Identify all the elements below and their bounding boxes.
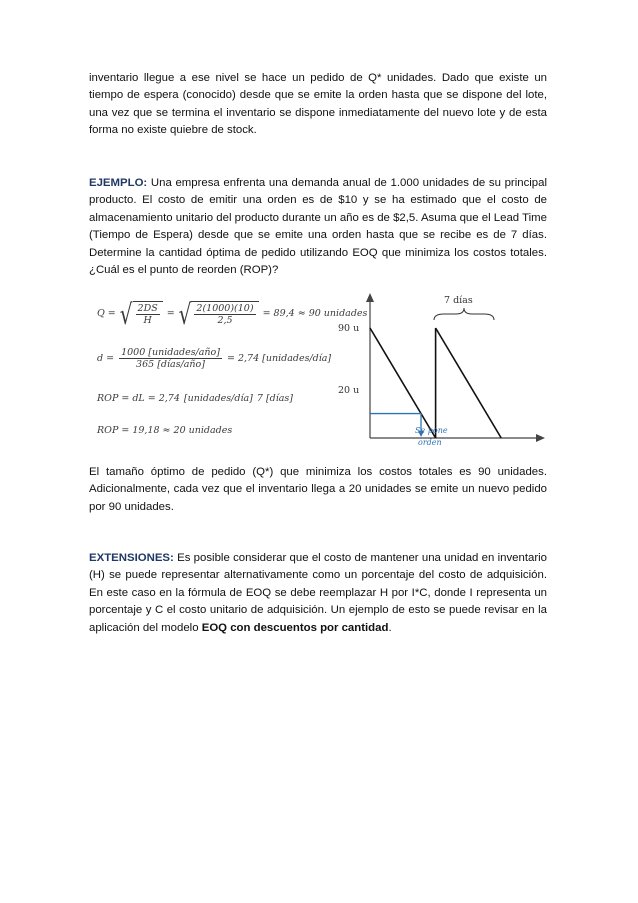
order-label-line1: Se pone [415, 426, 448, 435]
formula-rop-days: 7 [días] [256, 393, 294, 404]
formula-rop-lhs: ROP = dL = 2,74 [97, 393, 180, 404]
formula-d-lhs: d = [97, 353, 115, 364]
formula-q-result: = 89,4 ≈ 90 unidades [262, 308, 368, 319]
eoq-formulas [95, 296, 368, 449]
extensions-label: EXTENSIONES: [89, 552, 174, 564]
formula-rop-result [95, 425, 234, 436]
tick-20u: 20 u [338, 385, 360, 396]
formula-q-eq: = [166, 308, 175, 319]
intro-paragraph: inventario llegue a ese nivel se hace un pedido de Q* unidades. Dado que existe un tiempo de espera (conocido) desde que se emite la orden hasta que se dispone del lote, una vez que se termina el inventario se dispone inmediatamente del nuevo lote y de esta forma no existe quiebre de stock. [89, 72, 547, 137]
formula-q-den: H [143, 315, 152, 326]
inventory-series [370, 328, 501, 438]
formula-d [95, 347, 333, 370]
formula-rop [95, 393, 295, 404]
tick-90u: 90 u [338, 323, 360, 334]
eoq-discounts-link: EOQ con descuentos por cantidad [201, 621, 389, 634]
example-text: Una empresa enfrenta una demanda anual de 1.000 unidades de su principal producto. El costo de emitir una orden es de $10 y se ha estimado que el costo de almacenamiento unitario del producto durante un año es de $2,5. Asuma que el Lead Time (Tiempo de Espera) desde que se emite una orden hasta que se recibe es de 7 días. Determine la cantidad óptima de pedido utilizando EOQ que minimiza los costos totales. ¿Cuál es el punto de reorden (ROP)? [89, 177, 547, 277]
formula-q-num: 2DS [137, 303, 158, 314]
example-paragraph [89, 175, 547, 279]
formula-rop-unit: [unidades/día] [183, 393, 253, 404]
formula-rop2: ROP = 19,18 ≈ 20 unidades [97, 425, 233, 436]
formula-q-lhs: Q = [97, 308, 116, 319]
formula-q-sqrt-1: √ $\frac{2DS}{H}$ [120, 301, 163, 326]
inventory-chart [338, 290, 548, 460]
result-paragraph: El tamaño óptimo de pedido (Q*) que minimiza los costos totales es 90 unidades. Adicionalmente, cada vez que el inventario llega a 20 unidades se emite un nuevo pedido por 90 unidades. [89, 466, 547, 513]
lead-time-label: 7 días [444, 295, 473, 306]
formula-q [95, 296, 369, 331]
inventory-segment-3 [436, 328, 502, 438]
extensions-text: Es posible considerar que el costo de mantener una unidad en inventario (H) se puede representar alternativamente como un porcentaje del costo de adquisición. En este caso en la fórmula de EOQ se debe reemplazar H por I*C, donde I representa un porcentaje y C el costo unitario de adquisición. Un ejemplo de esto se puede revisar en la aplicación del modelo [89, 552, 547, 634]
formula-q-den2: 2,5 [217, 315, 233, 326]
formula-q-num2: 2(1000)(10) [196, 303, 254, 314]
extensions-paragraph [89, 550, 547, 637]
order-label-line2: orden [418, 438, 442, 447]
inventory-segment-1 [370, 328, 436, 438]
formula-d-num: 1000 [unidades/año] [121, 347, 220, 358]
extensions-end: . [388, 621, 392, 634]
y-axis-arrow [366, 293, 374, 302]
formula-d-den: 365 [días/año] [136, 359, 205, 370]
lead-time-brace [434, 308, 494, 320]
example-label: EJEMPLO: [89, 177, 148, 189]
formula-q-sqrt-2: √ $\frac{2(1000)(10)}{2,5}$ [179, 301, 259, 326]
x-axis-arrow [536, 434, 545, 442]
formula-d-result: = 2,74 [unidades/día] [226, 353, 332, 364]
